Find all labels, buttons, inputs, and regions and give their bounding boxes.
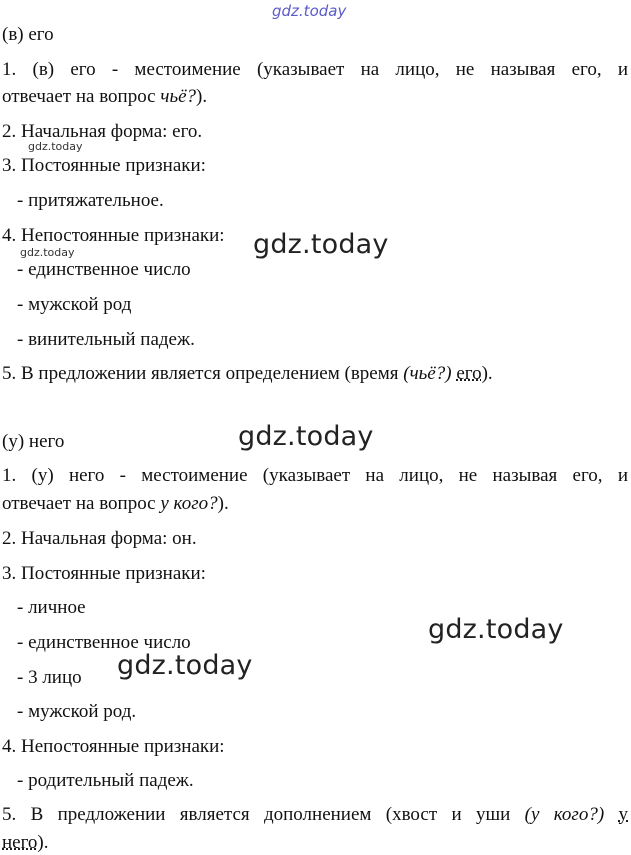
item-5	[2, 363, 493, 385]
text: ).	[37, 832, 49, 853]
underlined-word: его	[456, 363, 482, 384]
item-4-sub: - винительный падеж.	[17, 329, 195, 350]
item-3: 3. Постоянные признаки:	[2, 563, 206, 584]
item-3-sub: - 3 лицо	[17, 667, 82, 688]
watermark-large: gdz.today	[117, 650, 253, 681]
watermark-large: gdz.today	[428, 614, 564, 645]
item-5-line-1	[2, 804, 628, 826]
text: ).	[217, 493, 229, 514]
underlined-word: него	[2, 832, 38, 853]
question: у кого?	[160, 493, 218, 514]
watermark-small: gdz.today	[28, 140, 83, 153]
item-3-sub: - единственное число	[17, 632, 191, 653]
item-5-line-2	[2, 832, 49, 854]
item-4-sub: - родительный падеж.	[17, 770, 194, 791]
item-3-sub: - мужской род.	[17, 701, 137, 722]
text: ).	[196, 86, 208, 107]
item-1-line-2	[2, 86, 207, 108]
item-1-line-1: 1. (в) его - местоимение (указывает на лицо, не называя его, и	[2, 59, 628, 80]
text: ).	[481, 363, 493, 384]
item-3-sub: - притяжательное.	[17, 190, 164, 211]
watermark-small: gdz.today	[20, 246, 75, 259]
item-1-line-2	[2, 493, 229, 515]
item-4: 4. Непостоянные признаки:	[2, 225, 225, 246]
item-2: 2. Начальная форма: он.	[2, 528, 197, 549]
watermark-large: gdz.today	[253, 229, 389, 260]
item-4-sub: - мужской род	[17, 294, 132, 315]
text: отвечает на вопрос	[2, 493, 161, 514]
section-heading: (у) него	[2, 431, 65, 452]
question: (у кого?)	[524, 804, 605, 825]
underlined-word: у	[618, 804, 628, 825]
watermark-large: gdz.today	[238, 421, 374, 452]
text: 5. В предложении является дополнением (хвост и уши	[2, 804, 525, 825]
text: 5. В предложении является определением (время	[2, 363, 404, 384]
question: чьё?	[160, 86, 197, 107]
item-2: 2. Начальная форма: его.	[2, 121, 203, 142]
item-3: 3. Постоянные признаки:	[2, 155, 206, 176]
question: (чьё?)	[403, 363, 452, 384]
text: отвечает на вопрос	[2, 86, 161, 107]
item-3-sub: - личное	[17, 597, 86, 618]
item-4: 4. Непостоянные признаки:	[2, 736, 225, 757]
item-4-sub: - единственное число	[17, 259, 191, 280]
section-heading: (в) его	[2, 24, 54, 45]
item-1-line-1: 1. (у) него - местоимение (указывает на лицо, не называя его, и	[2, 465, 628, 486]
watermark-top: gdz.today	[272, 2, 347, 20]
